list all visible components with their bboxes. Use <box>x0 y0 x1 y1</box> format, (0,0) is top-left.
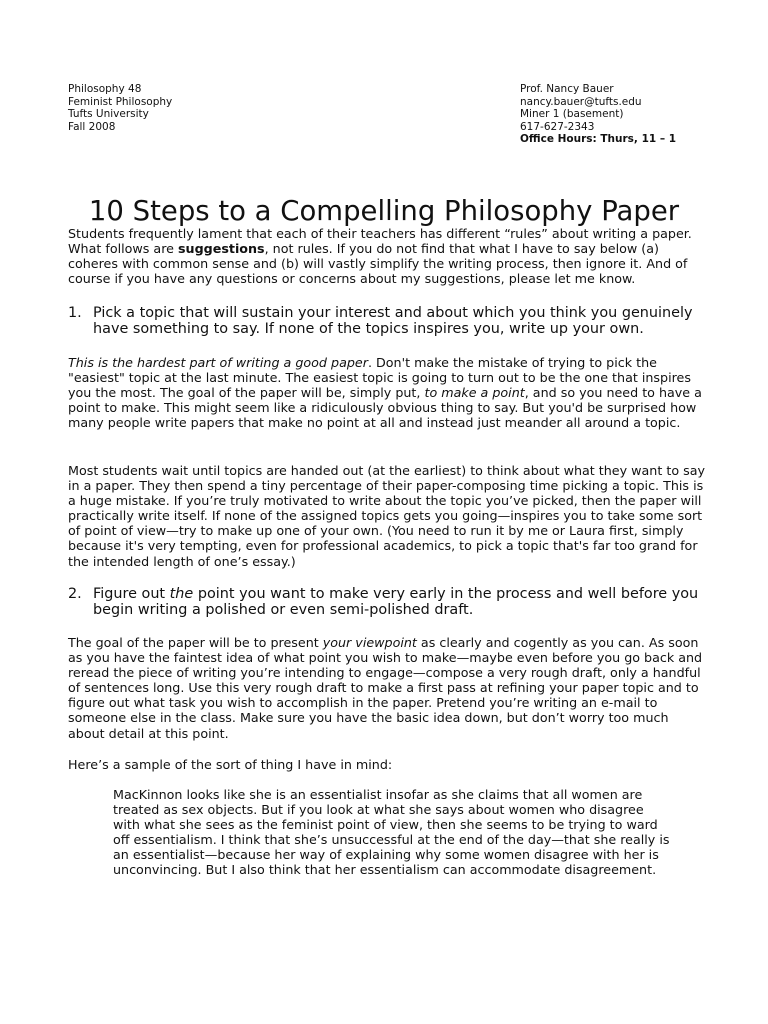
instructor-info <box>520 83 676 146</box>
step-2-text <box>93 586 708 619</box>
university: Tufts University <box>68 108 149 121</box>
step-1-paragraph-2: Most students wait until topics are handed out (at the earliest) to think about what they want to say in a paper. They then spend a tiny percentage of their paper-composing time picking a topic. This is a huge mistake. If you’re truly motivated to write about the topic you’ve picked, then the paper will practically write itself. If none of the assigned topics gets you going—inspires you to take some sort of point of view—try to make up one of your own. (You need to run it by me or Laura first, simply because it's very tempting, even for professional academics, to pick a topic that's far too grand for the intended length of one’s essay.) <box>68 463 706 569</box>
term: Fall 2008 <box>68 120 116 133</box>
phone-number: 617-627-2343 <box>520 120 595 133</box>
course-number: Philosophy 48 <box>68 83 142 95</box>
instructor-name: Prof. Nancy Bauer <box>520 83 614 95</box>
instructor-email: nancy.bauer@tufts.edu <box>520 95 642 108</box>
intro-paragraph <box>68 226 708 286</box>
intro-text-c: , not rules. If you do not find that what I have to say below (a) coheres with common sense and (b) will vastly simplify the writing process, then ignore it. And of course if you have any questions or concerns about my suggestions, please let me know. <box>68 241 688 287</box>
intro-text-a: Students frequently lament that each of their teachers has different “rules” about writing a paper. What follows are <box>68 226 692 257</box>
step-1-paragraph-1 <box>68 355 708 430</box>
course-name: Feminist Philosophy <box>68 95 173 108</box>
step-2-number: 2. <box>68 586 82 602</box>
step-1-text: Pick a topic that will sustain your interest and about which you think you genuinely have something to say. If none of the topics inspires you, write up your own. <box>93 305 693 338</box>
course-info <box>68 83 172 133</box>
para3-text-a: The goal of the paper will be to present <box>68 635 323 650</box>
step-2-text-c: point you want to make very early in the process and well before you begin writing a polished or even semi-polished draft. <box>93 586 699 619</box>
sample-intro: Here’s a sample of the sort of thing I have in mind: <box>68 757 393 772</box>
office-location: Miner 1 (basement) <box>520 108 624 121</box>
para3-text-c: as clearly and cogently as you can. As soon as you have the faintest idea of what point you wish to make—maybe even before you go back and reread the piece of writing you’re intending to engage—compose a very rough draft, only a handful of sentences long. Use this very rough draft to make a first pass at refining your paper topic and to figure out what task you wish to accomplish in the paper. Pretend you’re writing an e-mail to someone else in the class. Make sure you have the basic idea down, but don’t worry too much about detail at this point. <box>68 635 703 741</box>
sample-quote: MacKinnon looks like she is an essentialist insofar as she claims that all women are treated as sex objects. But if you look at what she says about women who disagree with what she sees as the feminist point of view, then she seems to be trying to ward off essentialism. I think that she’s unsuccessful at the end of the day—that she really is an essentialist—because her way of explaining why some women disagree with her is unconvincing. But I also think that her essentialism can accommodate disagreement. <box>113 787 670 878</box>
intro-emphasis: suggestions <box>177 241 265 257</box>
office-hours: Office Hours: Thurs, 11 – 1 <box>520 133 677 146</box>
para1-text-d: , and so you need to have a point to make. This might seem like a ridiculously obvious thing to say. But you'd be surprised how many people write papers that make no point at all and instead just meander all around a topic. <box>68 385 702 431</box>
para1-emphasis-c: to make a point <box>424 385 525 401</box>
step-2-emphasis: the <box>169 586 194 602</box>
step-2-text-a: Figure out <box>93 586 170 602</box>
step-1-number: 1. <box>68 305 82 321</box>
page-title: 10 Steps to a Compelling Philosophy Paper <box>88 195 680 228</box>
step-2-paragraph-1 <box>68 635 708 741</box>
para3-emphasis: your viewpoint <box>322 635 417 650</box>
para1-text-b: . Don't make the mistake of trying to pick the "easiest" topic at the last minute. The easiest topic is going to turn out to be the one that inspires you the most. The goal of the paper will be, simply put, <box>68 355 691 401</box>
para1-emphasis-a: This is the hardest part of writing a good paper <box>68 355 368 370</box>
